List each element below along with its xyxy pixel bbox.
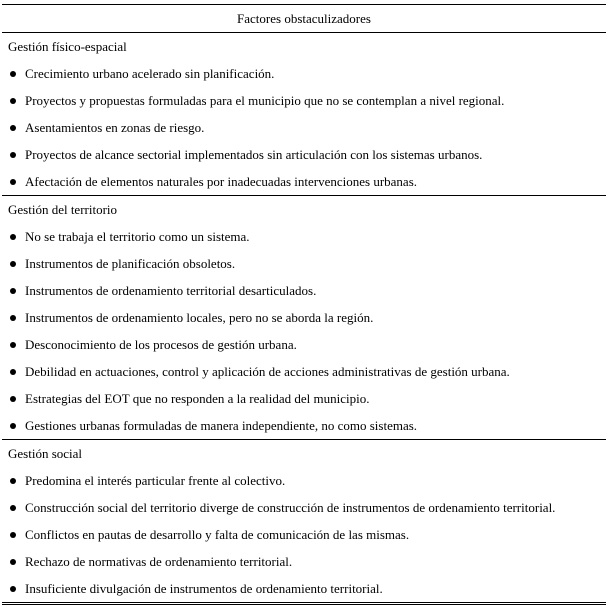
list-item bbox=[2, 521, 606, 548]
item-text: Rechazo de normativas de ordenamiento territorial. bbox=[25, 554, 293, 569]
item-text: Predomina el interés particular frente al colectivo. bbox=[25, 473, 286, 488]
table-bottom-rule bbox=[2, 604, 606, 605]
item-text: Construcción social del territorio diverge de construcción de instrumentos de ordenamiento territorial. bbox=[25, 500, 556, 515]
bullet-icon bbox=[10, 71, 16, 77]
list-item bbox=[2, 467, 606, 494]
item-text: No se trabaja el territorio como un sistema. bbox=[25, 229, 250, 244]
list-item bbox=[2, 114, 606, 141]
list-item bbox=[2, 358, 606, 385]
list-item bbox=[2, 304, 606, 331]
item-text: Instrumentos de planificación obsoletos. bbox=[25, 256, 236, 271]
bullet-icon bbox=[10, 179, 16, 185]
bullet-icon bbox=[10, 423, 16, 429]
bullet-icon bbox=[10, 125, 16, 131]
table-title: Factores obstaculizadores bbox=[2, 5, 606, 33]
section-gestion-social bbox=[2, 440, 606, 603]
item-text: Debilidad en actuaciones, control y aplicación de acciones administrativas de gestión urbana. bbox=[25, 364, 510, 379]
bullet-icon bbox=[10, 396, 16, 402]
list-item bbox=[2, 60, 606, 87]
item-text: Proyectos de alcance sectorial implementados sin articulación con los sistemas urbanos. bbox=[25, 147, 483, 162]
bullet-icon bbox=[10, 288, 16, 294]
bullet-icon bbox=[10, 234, 16, 240]
list-item bbox=[2, 141, 606, 168]
item-text: Conflictos en pautas de desarrollo y falta de comunicación de las mismas. bbox=[25, 527, 410, 542]
bullet-icon bbox=[10, 261, 16, 267]
list-item bbox=[2, 87, 606, 114]
list-item bbox=[2, 223, 606, 250]
item-text: Instrumentos de ordenamiento locales, pero no se aborda la región. bbox=[25, 310, 374, 325]
list-item bbox=[2, 575, 606, 602]
bullet-icon bbox=[10, 342, 16, 348]
bullet-icon bbox=[10, 532, 16, 538]
item-text: Afectación de elementos naturales por inadecuadas intervenciones urbanas. bbox=[25, 174, 417, 189]
section-heading: Gestión físico-espacial bbox=[8, 39, 127, 54]
list-item bbox=[2, 548, 606, 575]
item-text: Asentamientos en zonas de riesgo. bbox=[25, 120, 205, 135]
list-item bbox=[2, 494, 606, 521]
bullet-icon bbox=[10, 369, 16, 375]
list-item bbox=[2, 250, 606, 277]
bullet-icon bbox=[10, 559, 16, 565]
bullet-icon bbox=[10, 586, 16, 592]
bullet-icon bbox=[10, 505, 16, 511]
item-text: Insuficiente divulgación de instrumentos de ordenamiento territorial. bbox=[25, 581, 383, 596]
list-item bbox=[2, 385, 606, 412]
bullet-icon bbox=[10, 98, 16, 104]
bullet-icon bbox=[10, 152, 16, 158]
obstacles-table bbox=[2, 4, 606, 605]
item-text: Crecimiento urbano acelerado sin planificación. bbox=[25, 66, 275, 81]
section-heading: Gestión del territorio bbox=[8, 202, 118, 217]
item-text: Instrumentos de ordenamiento territorial desarticulados. bbox=[25, 283, 317, 298]
bullet-icon bbox=[10, 315, 16, 321]
item-text: Gestiones urbanas formuladas de manera independiente, no como sistemas. bbox=[25, 418, 418, 433]
list-item bbox=[2, 168, 606, 195]
item-text: Proyectos y propuestas formuladas para el municipio que no se contemplan a nivel regional. bbox=[25, 93, 505, 108]
list-item bbox=[2, 277, 606, 304]
section-gestion-fisico-espacial bbox=[2, 33, 606, 196]
section-gestion-del-territorio bbox=[2, 196, 606, 440]
section-heading: Gestión social bbox=[8, 446, 83, 461]
item-text: Estrategias del EOT que no responden a la realidad del municipio. bbox=[25, 391, 370, 406]
item-text: Desconocimiento de los procesos de gestión urbana. bbox=[25, 337, 297, 352]
list-item bbox=[2, 412, 606, 439]
list-item bbox=[2, 331, 606, 358]
bullet-icon bbox=[10, 478, 16, 484]
